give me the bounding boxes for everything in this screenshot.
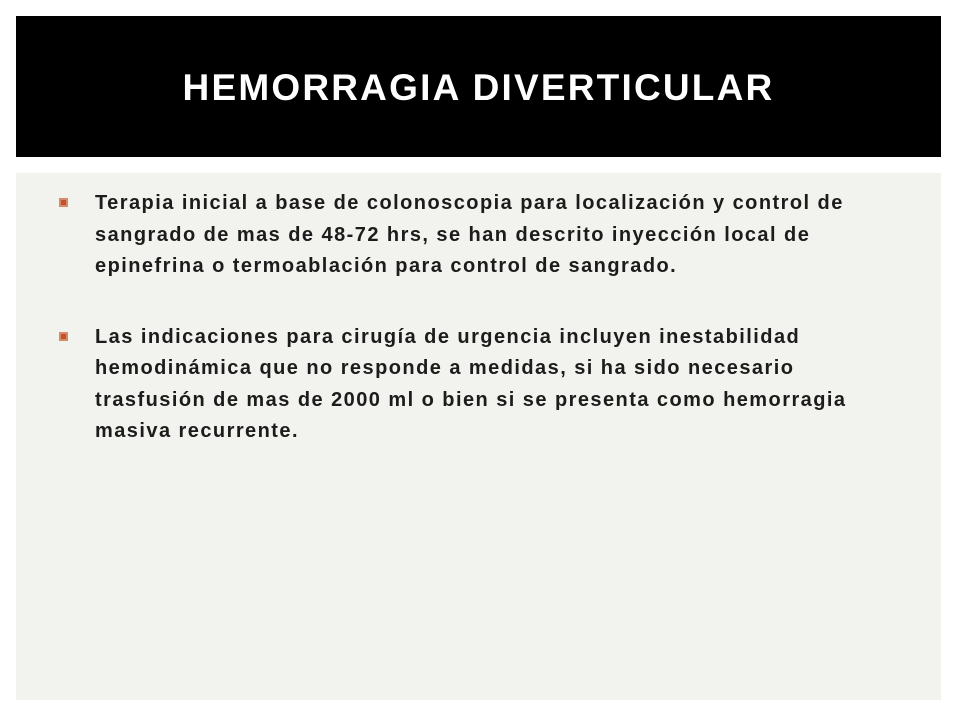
bullet-item (76, 188, 906, 283)
bullet-item (76, 322, 906, 448)
slide-title: HEMORRAGIA DIVERTICULAR (182, 66, 775, 108)
bullet-text: Terapia inicial a base de colonoscopia para localización y control de sangrado de mas de 48-72 hrs, se han descrito inyección local de epinefrina o termoablación para control de sangrado. (95, 192, 844, 277)
bullet-list (76, 188, 906, 487)
content-area (16, 173, 941, 700)
title-bar (16, 16, 941, 157)
bullet-text: Las indicaciones para cirugía de urgencia incluyen inestabilidad hemodinámica que no responde a medidas, si ha sido necesario trasfusión de mas de 2000 ml o bien si se presenta como hemorragia masiva recurrente. (95, 325, 847, 442)
square-bullet-icon (59, 198, 68, 207)
square-bullet-icon (59, 332, 68, 341)
